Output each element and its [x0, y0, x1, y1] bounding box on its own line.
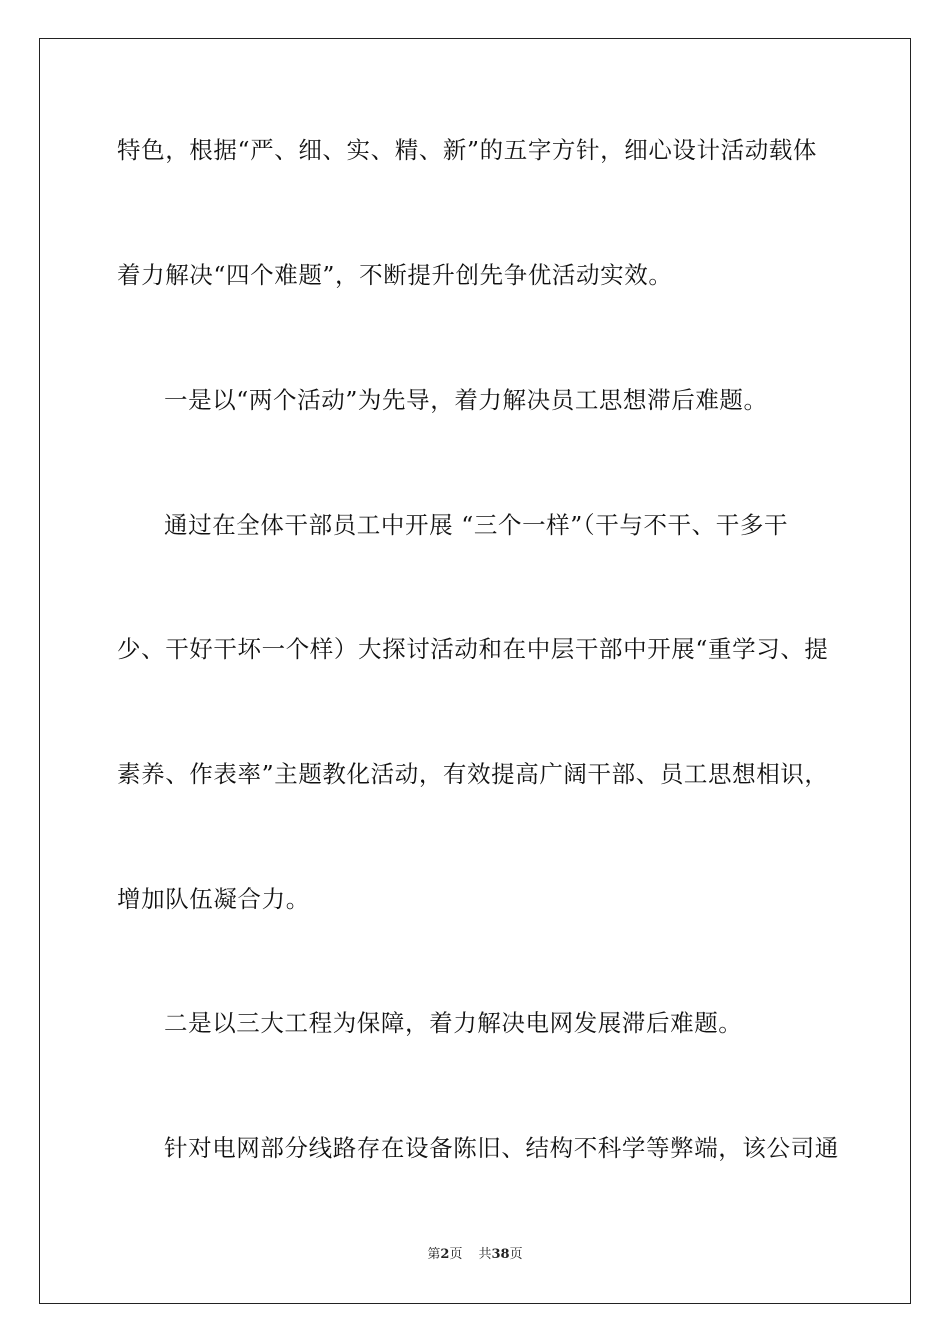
paragraph-line: 增加队伍凝合力。: [117, 885, 310, 913]
paragraph-line: 二是以三大工程为保障，着力解决电网发展滞后难题。: [164, 1009, 743, 1037]
paragraph-line: 着力解决“四个难题”，不断提升创先争优活动实效。: [117, 261, 673, 289]
page-number: 2: [440, 1247, 450, 1262]
paragraph-line: 针对电网部分线路存在设备陈旧、结构不科学等弊端，该公司通: [164, 1134, 839, 1162]
page-prefix: 第: [427, 1247, 441, 1262]
page-border: [39, 38, 911, 1304]
total-pages: 38: [491, 1247, 510, 1262]
page-suffix: 页: [449, 1247, 463, 1262]
paragraph-line: 少、干好干坏一个样）大探讨活动和在中层干部中开展“重学习、提: [117, 635, 829, 663]
paragraph-line: 通过在全体干部员工中开展 “三个一样”（干与不干、干多干: [164, 511, 789, 539]
page-footer: [0, 1246, 950, 1264]
paragraph-line: 一是以“两个活动”为先导，着力解决员工思想滞后难题。: [164, 386, 768, 414]
paragraph-line: 素养、作表率”主题教化活动，有效提高广阔干部、员工思想相识，: [117, 760, 829, 788]
total-prefix: 共: [478, 1247, 492, 1262]
paragraph-line: 特色，根据“严、细、实、精、新”的五字方针，细心设计活动载体: [117, 136, 818, 164]
total-suffix: 页: [509, 1247, 523, 1262]
